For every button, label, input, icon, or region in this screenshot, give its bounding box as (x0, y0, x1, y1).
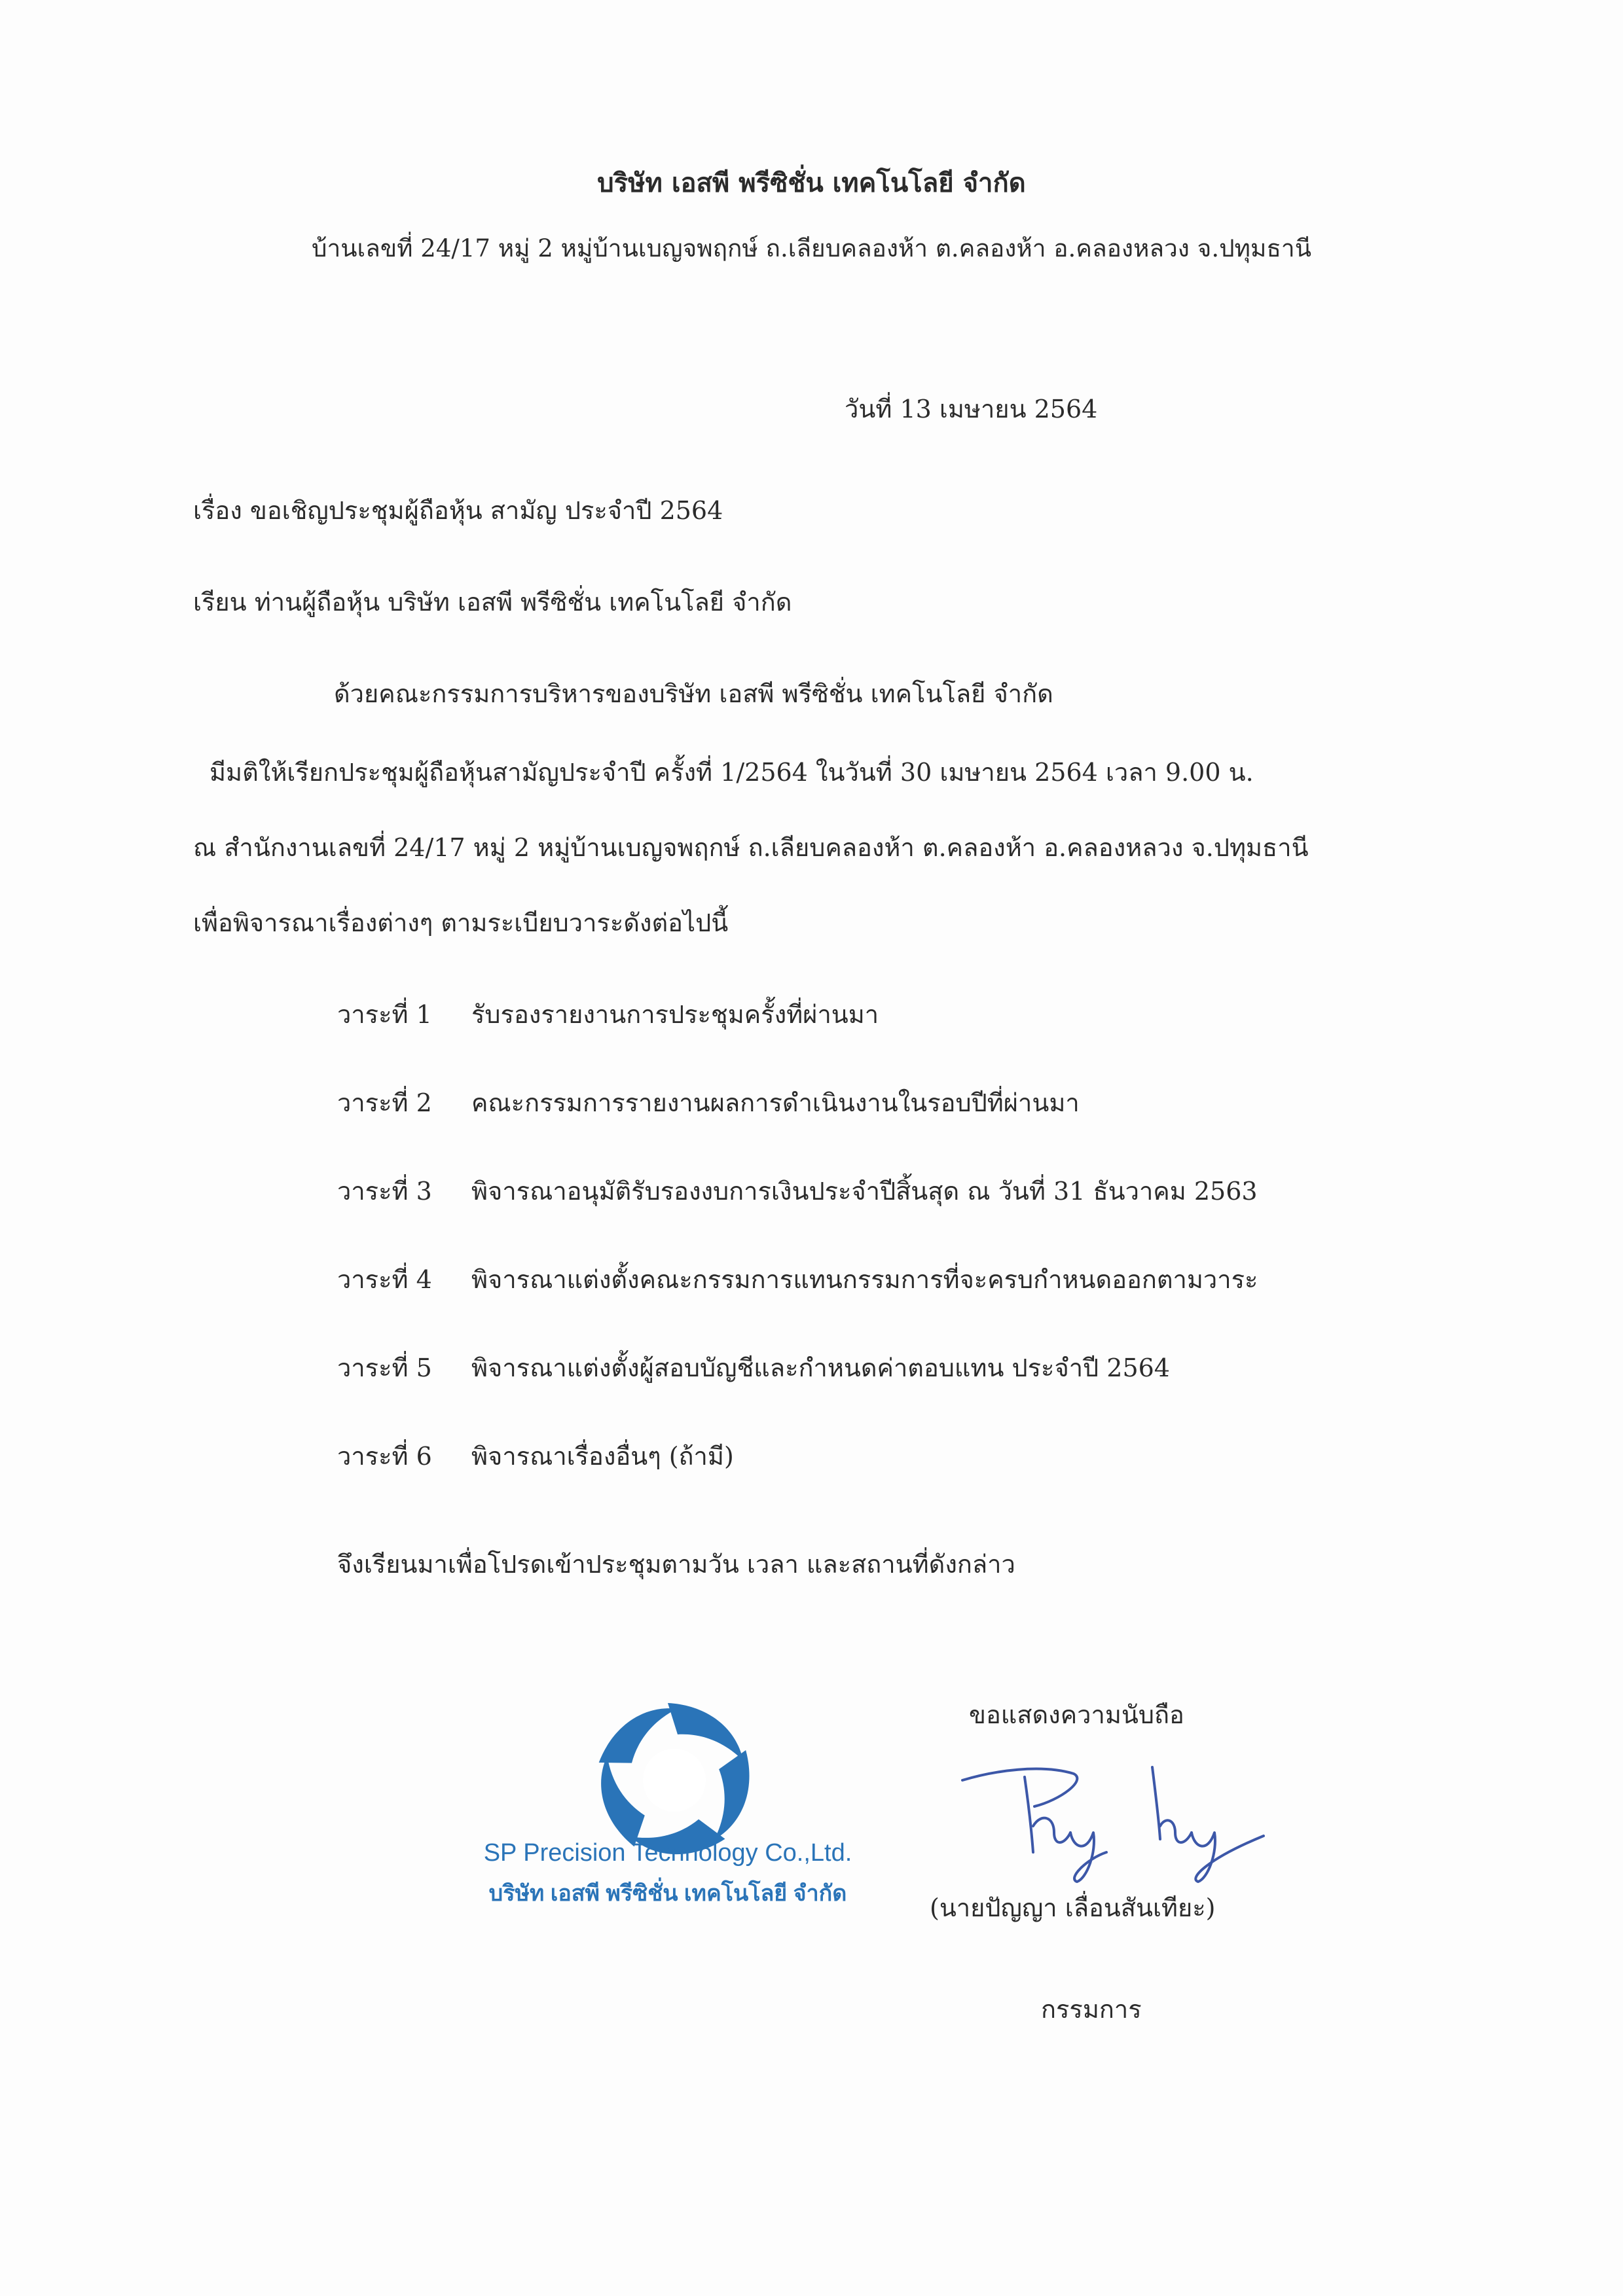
signatory-position: กรรมการ (1041, 1995, 1142, 2024)
agenda-text: พิจารณาเรื่องอื่นๆ (ถ้ามี) (471, 1442, 734, 1471)
agenda-text: พิจารณาแต่งตั้งคณะกรรมการแทนกรรมการที่จะครบกำหนดออกตามวาระ (471, 1265, 1258, 1294)
agenda-text: รับรองรายงานการประชุมครั้งที่ผ่านมา (471, 1000, 879, 1029)
agenda-number: วาระที่ 3 (337, 1177, 432, 1206)
body-line-3: ณ สำนักงานเลขที่ 24/17 หมู่ 2 หมู่บ้านเบญจพฤกษ์ ถ.เลียบคลองห้า ต.คลองห้า อ.คลองหลวง จ.ปทุมธานี (193, 833, 1309, 862)
body-line-1: ด้วยคณะกรรมการบริหารของบริษัท เอสพี พรีซิชั่น เทคโนโลยี จำกัด (334, 679, 1053, 708)
company-name: บริษัท เอสพี พรีซิชั่น เทคโนโลยี จำกัด (597, 168, 1026, 198)
logo-name-en: SP Precision Technology Co.,Ltd. (483, 1839, 852, 1867)
agenda-number: วาระที่ 2 (337, 1088, 432, 1117)
agenda-number: วาระที่ 5 (337, 1354, 432, 1382)
letter-date: วันที่ 13 เมษายน 2564 (845, 395, 1098, 423)
agenda-number: วาระที่ 1 (337, 1000, 432, 1029)
closing-line: จึงเรียนมาเพื่อโปรดเข้าประชุมตามวัน เวลา และสถานที่ดังกล่าว (337, 1550, 1015, 1579)
company-address: บ้านเลขที่ 24/17 หมู่ 2 หมู่บ้านเบญจพฤกษ์ ถ.เลียบคลองห้า ต.คลองห้า อ.คลองหลวง จ.ปทุมธานี (311, 234, 1311, 262)
signoff-greeting: ขอแสดงความนับถือ (969, 1700, 1184, 1729)
subject-line: เรื่อง ขอเชิญประชุมผู้ถือหุ้น สามัญ ประจำปี 2564 (193, 496, 723, 525)
agenda-number: วาระที่ 4 (337, 1265, 432, 1294)
body-line-2: มีมติให้เรียกประชุมผู้ถือหุ้นสามัญประจำปี ครั้งที่ 1/2564 ในวันที่ 30 เมษายน 2564 เวลา 9.00 น. (210, 758, 1254, 787)
signature-image (956, 1754, 1296, 1885)
logo-name-th: บริษัท เอสพี พรีซิชั่น เทคโนโลยี จำกัด (488, 1881, 847, 1906)
agenda-text: พิจารณาอนุมัติรับรองงบการเงินประจำปีสิ้นสุด ณ วันที่ 31 ธันวาคม 2563 (471, 1177, 1258, 1206)
agenda-text: คณะกรรมการรายงานผลการดำเนินงานในรอบปีที่ผ่านมา (471, 1088, 1080, 1117)
agenda-text: พิจารณาแต่งตั้งผู้สอบบัญชีและกำหนดค่าตอบแทน ประจำปี 2564 (471, 1354, 1170, 1382)
signatory-name: (นายปัญญา เลื่อนสันเทียะ) (930, 1893, 1216, 1922)
body-line-4: เพื่อพิจารณาเรื่องต่างๆ ตามระเบียบวาระดังต่อไปนี้ (193, 908, 729, 937)
agenda-number: วาระที่ 6 (337, 1442, 432, 1471)
recipient-line: เรียน ท่านผู้ถือหุ้น บริษัท เอสพี พรีซิชั่น เทคโนโลยี จำกัด (193, 588, 792, 617)
